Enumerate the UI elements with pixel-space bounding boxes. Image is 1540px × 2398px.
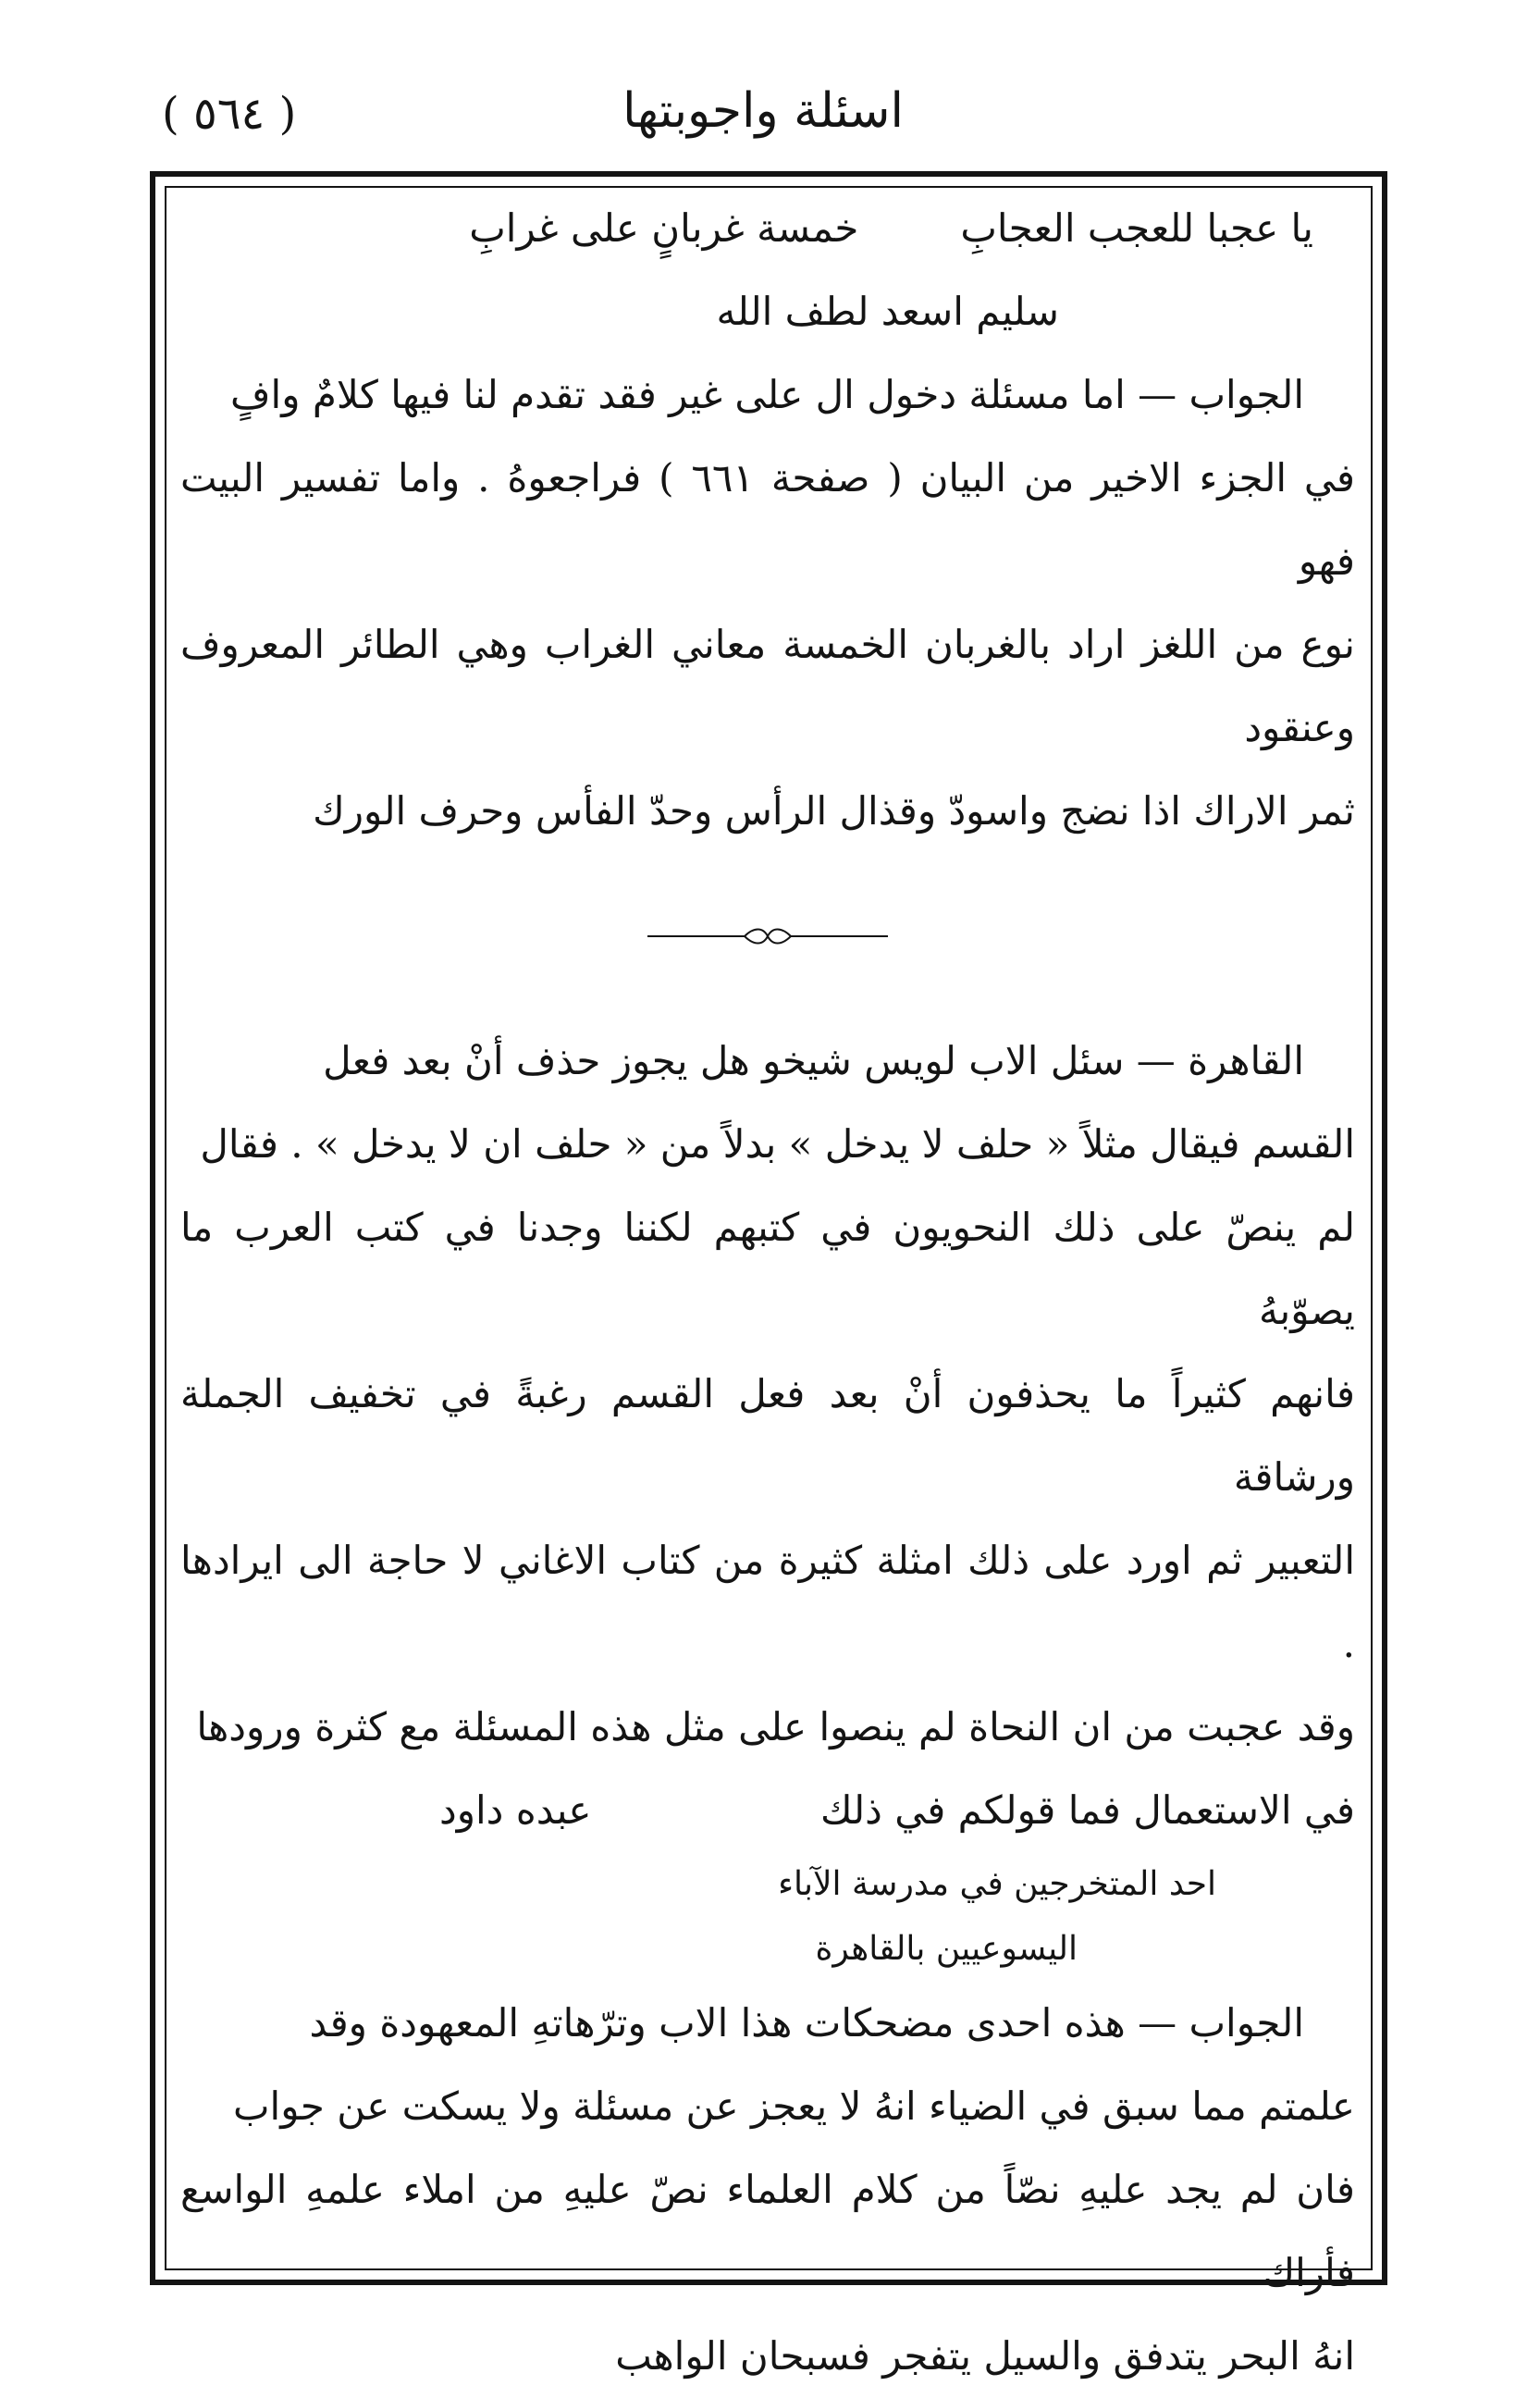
divider-ornament-icon <box>647 925 888 947</box>
question-line: فانهم كثيراً ما يحذفون أنْ بعد فعل القسم رغبةً في تخفيف الجملة ورشاقة <box>180 1371 1355 1500</box>
page-content <box>180 187 1355 2398</box>
answer-line: فان لم يجد عليهِ نصّاً من كلام العلماء نصّ عليهِ من املاء علمهِ الواسع فأراك <box>180 2167 1355 2295</box>
question-line-end: في الاستعمال فما قولكم في ذلك <box>819 1787 1355 1833</box>
signature-affiliation: احد المتخرجين في مدرسة الآباء <box>778 1865 1216 1903</box>
answer-line: انهُ البحر يتدفق والسيل يتفجر فسبحان الواهب <box>615 2333 1355 2379</box>
page-header <box>162 74 1364 162</box>
section-divider-ornament <box>180 871 1355 1001</box>
question-line: القاهرة — سئل الاب لويس شيخو هل يجوز حذف أنْ بعد فعل <box>323 1038 1304 1083</box>
question-signature: عبده داود <box>439 1787 592 1833</box>
answer-line: في الجزء الاخير من البيان ( صفحة ٦٦١ ) فراجعوهُ . واما تفسير البيت فهو <box>180 455 1355 584</box>
running-title: اسئلة واجوبتها <box>622 83 904 139</box>
question-line: التعبير ثم اورد على ذلك امثلة كثيرة من كتاب الاغاني لا حاجة الى ايرادها . <box>180 1538 1355 1666</box>
answer-line: الجواب — هذه احدى مضحكات هذا الاب وترّهاتهِ المعهودة وقد <box>309 2000 1304 2046</box>
section-riddle-question <box>180 187 1355 853</box>
answer-line: الجواب — اما مسئلة دخول ال على غير فقد تقدم لنا فيها كلامٌ وافٍ <box>230 372 1304 417</box>
verse-first-hemistich: يا عجبا للعجب العجابِ <box>960 205 1313 251</box>
answer-line: ثمر الاراك اذا نضج واسودّ وقذال الرأس وحدّ الفأس وحرف الورك <box>313 788 1355 834</box>
question-line: القسم فيقال مثلاً « حلف لا يدخل » بدلاً من « حلف ان لا يدخل » . فقال <box>200 1121 1355 1167</box>
page-number: ( ٥٦٤ ) <box>162 88 297 140</box>
verse-line <box>180 187 1355 270</box>
signature-affiliation: اليسوعيين بالقاهرة <box>815 1930 1078 1968</box>
answer-line: نوع من اللغز اراد بالغربان الخمسة معاني الغراب وهي الطائر المعروف وعنقود <box>180 622 1355 750</box>
question-last-line <box>180 1769 1355 1852</box>
answer-line: علمتم مما سبق في الضياء انهُ لا يعجز عن مسئلة ولا يسكت عن جواب <box>233 2083 1355 2129</box>
question-signature: سليم اسعد لطف الله <box>716 289 1059 334</box>
section-grammar-question <box>180 1020 1355 2398</box>
question-line: وقد عجبت من ان النحاة لم ينصوا على مثل هذه المسئلة مع كثرة ورودها <box>196 1704 1355 1749</box>
question-line: لم ينصّ على ذلك النحويون في كتبهم لكننا وجدنا في كتب العرب ما يصوّبهُ <box>180 1205 1355 1333</box>
verse-second-hemistich: خمسة غربانٍ على غرابِ <box>469 205 859 251</box>
